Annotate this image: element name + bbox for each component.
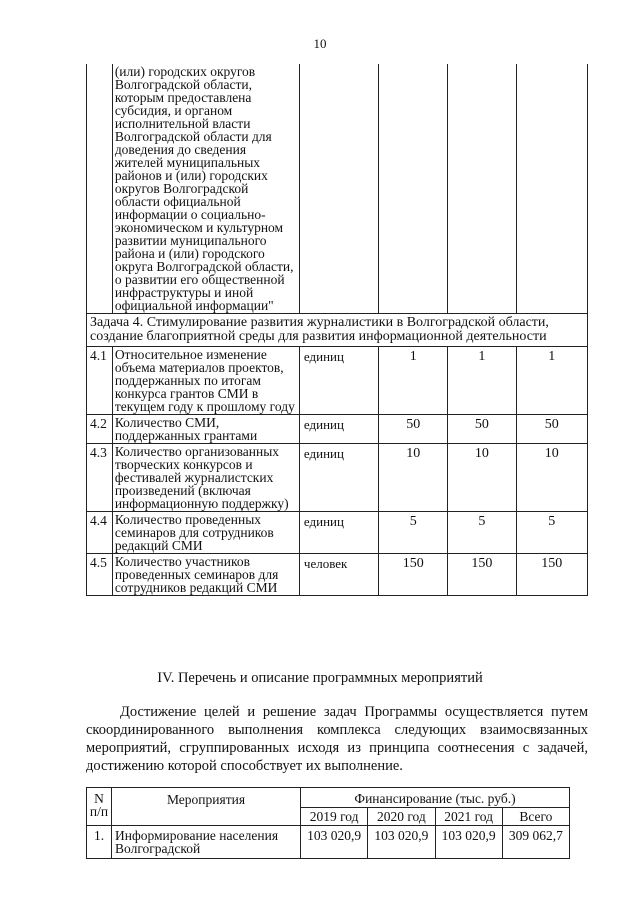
header-2021: 2021 год xyxy=(435,808,502,826)
value-2019: 10 xyxy=(379,444,448,512)
value-2021: 10 xyxy=(516,444,587,512)
value-total: 309 062,7 xyxy=(502,826,569,859)
unit: единиц xyxy=(299,415,379,444)
activities-table xyxy=(86,787,570,859)
page-number: 10 xyxy=(313,36,327,51)
indicators-table xyxy=(86,64,588,596)
table-row xyxy=(87,554,588,596)
value-2020: 1 xyxy=(448,347,517,415)
row-number: 4.3 xyxy=(87,444,113,512)
value-2021: 50 xyxy=(516,415,587,444)
table-row xyxy=(87,347,588,415)
indicator-name: Количество СМИ, поддержанных грантами xyxy=(112,415,299,444)
row-number: 1. xyxy=(87,826,112,859)
header-2020: 2020 год xyxy=(368,808,435,826)
table-header-row xyxy=(87,788,570,808)
indicator-name: Относительное изменение объема материалов проектов, поддержанных по итогам конкурса грантов СМИ в текущем году к прошлому году xyxy=(112,347,299,415)
row-number: 4.2 xyxy=(87,415,113,444)
value-2020: 5 xyxy=(448,512,517,554)
header-activities: Мероприятия xyxy=(112,788,301,826)
header-num: N п/п xyxy=(87,788,112,826)
table-row xyxy=(87,826,570,859)
value-2021: 1 xyxy=(516,347,587,415)
row-number: 4.4 xyxy=(87,512,113,554)
value-2019: 103 020,9 xyxy=(301,826,368,859)
value-2021: 150 xyxy=(516,554,587,596)
header-total: Всего xyxy=(502,808,569,826)
value-2020: 50 xyxy=(448,415,517,444)
cell-value xyxy=(516,64,587,314)
value-2020: 10 xyxy=(448,444,517,512)
indicator-name: Количество организованных творческих конкурсов и фестивалей журналистских произведений (включая информационную поддержку) xyxy=(112,444,299,512)
cell-value xyxy=(379,64,448,314)
unit: человек xyxy=(299,554,379,596)
value-2021: 5 xyxy=(516,512,587,554)
task-title: Задача 4. Стимулирование развития журналистики в Волгоградской области, создание благоприятной среды для развития информационной деятельности xyxy=(87,314,588,347)
continuation-text: (или) городских округов Волгоградской области, которым предоставлена субсидия, и органом исполнительной власти Волгоградской области для доведения до сведения жителей муниципальных районов и (или) городских округов Волгоградской области официальной информации о социально-экономическом и культурном развитии муниципального района и (или) городского округа Волгоградской области, о развитии его общественной инфраструктуры и иной официальной информации" xyxy=(112,64,299,314)
row-number: 4.1 xyxy=(87,347,113,415)
value-2019: 1 xyxy=(379,347,448,415)
value-2019: 5 xyxy=(379,512,448,554)
value-2020: 103 020,9 xyxy=(368,826,435,859)
unit: единиц xyxy=(299,444,379,512)
intro-paragraph: Достижение целей и решение задач Программы осуществляется путем скоординированного выполнения комплекса следующих взаимосвязанных мероприятий, сгруппированных исходя из принципа соотнесения с задачей, достижению которой способствует их выполнение. xyxy=(86,704,588,774)
task-row xyxy=(87,314,588,347)
value-2019: 50 xyxy=(379,415,448,444)
value-2021: 103 020,9 xyxy=(435,826,502,859)
table-row xyxy=(87,415,588,444)
unit: единиц xyxy=(299,512,379,554)
cell-num xyxy=(87,64,113,314)
table-row xyxy=(87,512,588,554)
header-financing: Финансирование (тыс. руб.) xyxy=(301,788,570,808)
table-row-continuation xyxy=(87,64,588,314)
row-number: 4.5 xyxy=(87,554,113,596)
value-2020: 150 xyxy=(448,554,517,596)
header-2019: 2019 год xyxy=(301,808,368,826)
indicator-name: Количество проведенных семинаров для сотрудников редакций СМИ xyxy=(112,512,299,554)
cell-unit xyxy=(299,64,379,314)
section-title: IV. Перечень и описание программных мероприятий xyxy=(157,670,483,686)
value-2019: 150 xyxy=(379,554,448,596)
activity-name: Информирование населения Волгоградской xyxy=(112,826,301,859)
table-row xyxy=(87,444,588,512)
unit: единиц xyxy=(299,347,379,415)
indicator-name: Количество участников проведенных семинаров для сотрудников редакций СМИ xyxy=(112,554,299,596)
cell-value xyxy=(448,64,517,314)
